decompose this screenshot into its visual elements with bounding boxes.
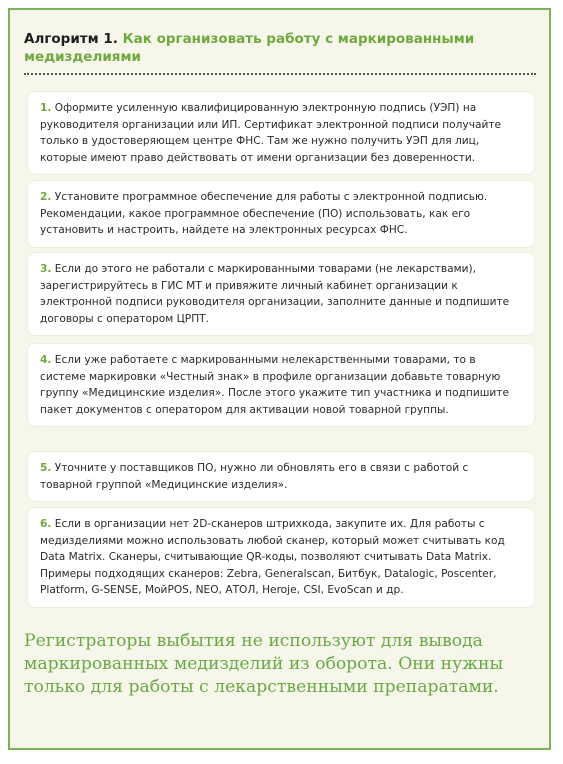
step-card-1 [28, 92, 534, 174]
step-number: 1. [40, 102, 52, 114]
algorithm-prefix: Алгоритм 1. [24, 31, 118, 47]
step-card-4 [28, 344, 534, 426]
step-text: Установите программное обеспечение для работы с электронной подписью. Рекомендации, какое программное обеспечение (ПО) использовать, как его установить и настроить, найдете на электронных ресурсах ФНС. [40, 191, 488, 236]
step-number: 2. [40, 191, 52, 203]
algorithm-panel [8, 8, 551, 750]
step-number: 3. [40, 263, 52, 275]
step-card-3 [28, 253, 534, 335]
step-number: 4. [40, 354, 52, 366]
step-text: Если в организации нет 2D-сканеров штрихкода, закупите их. Для работы с медизделиями можно использовать любой сканер, который может считывать код Data Matrix. Сканеры, считывающие QR-коды, позволяют считывать Data Matrix. Примеры подходящих сканеров: Zebra, Generalscan, Битбук, Datalogic, Poscenter, Platform, G-SENSE, МойPOS, NEO, АТОЛ, Heroje, CSI, EvoScan и др. [40, 518, 505, 596]
step-number: 6. [40, 518, 52, 530]
registrar-note: Регистраторы выбытия не используют для вывода маркированных медизделий из оборота. Они нужны только для работы с лекарственными препаратами. [24, 631, 504, 697]
step-text: Уточните у поставщиков ПО, нужно ли обновлять его в связи с работой с товарной группой «Медицинские изделия». [40, 462, 469, 491]
step-card-6 [28, 508, 534, 607]
step-text: Если уже работаете с маркированными нелекарственными товарами, то в системе маркировки «Честный знак» в профиле организации добавьте товарную группу «Медицинские изделия». После этого укажите тип участника и подпишите пакет документов с оператором для активации новой товарной группы. [40, 354, 509, 416]
algorithm-heading: Как организовать работу с маркированными медизделиями [24, 31, 475, 65]
algorithm-title [24, 30, 534, 66]
step-card-2 [28, 181, 534, 247]
step-card-5 [28, 452, 534, 501]
dotted-divider [24, 73, 536, 75]
step-text: Оформите усиленную квалифицированную электронную подпись (УЭП) на руководителя организации или ИП. Сертификат электронной подписи получайте только в удостоверяющем центре ФНС. Там же нужно получить УЭП для лиц, которые имеют право действовать от имени организации без доверенности. [40, 102, 502, 164]
step-text: Если до этого не работали с маркированными товарами (не лекарствами), зарегистрируйтесь в ГИС МТ и привяжите личный кабинет организации к электронной подписи руководителя организации, заполните данные и подпишите договоры с оператором ЦРПТ. [40, 263, 510, 325]
step-number: 5. [40, 462, 52, 474]
